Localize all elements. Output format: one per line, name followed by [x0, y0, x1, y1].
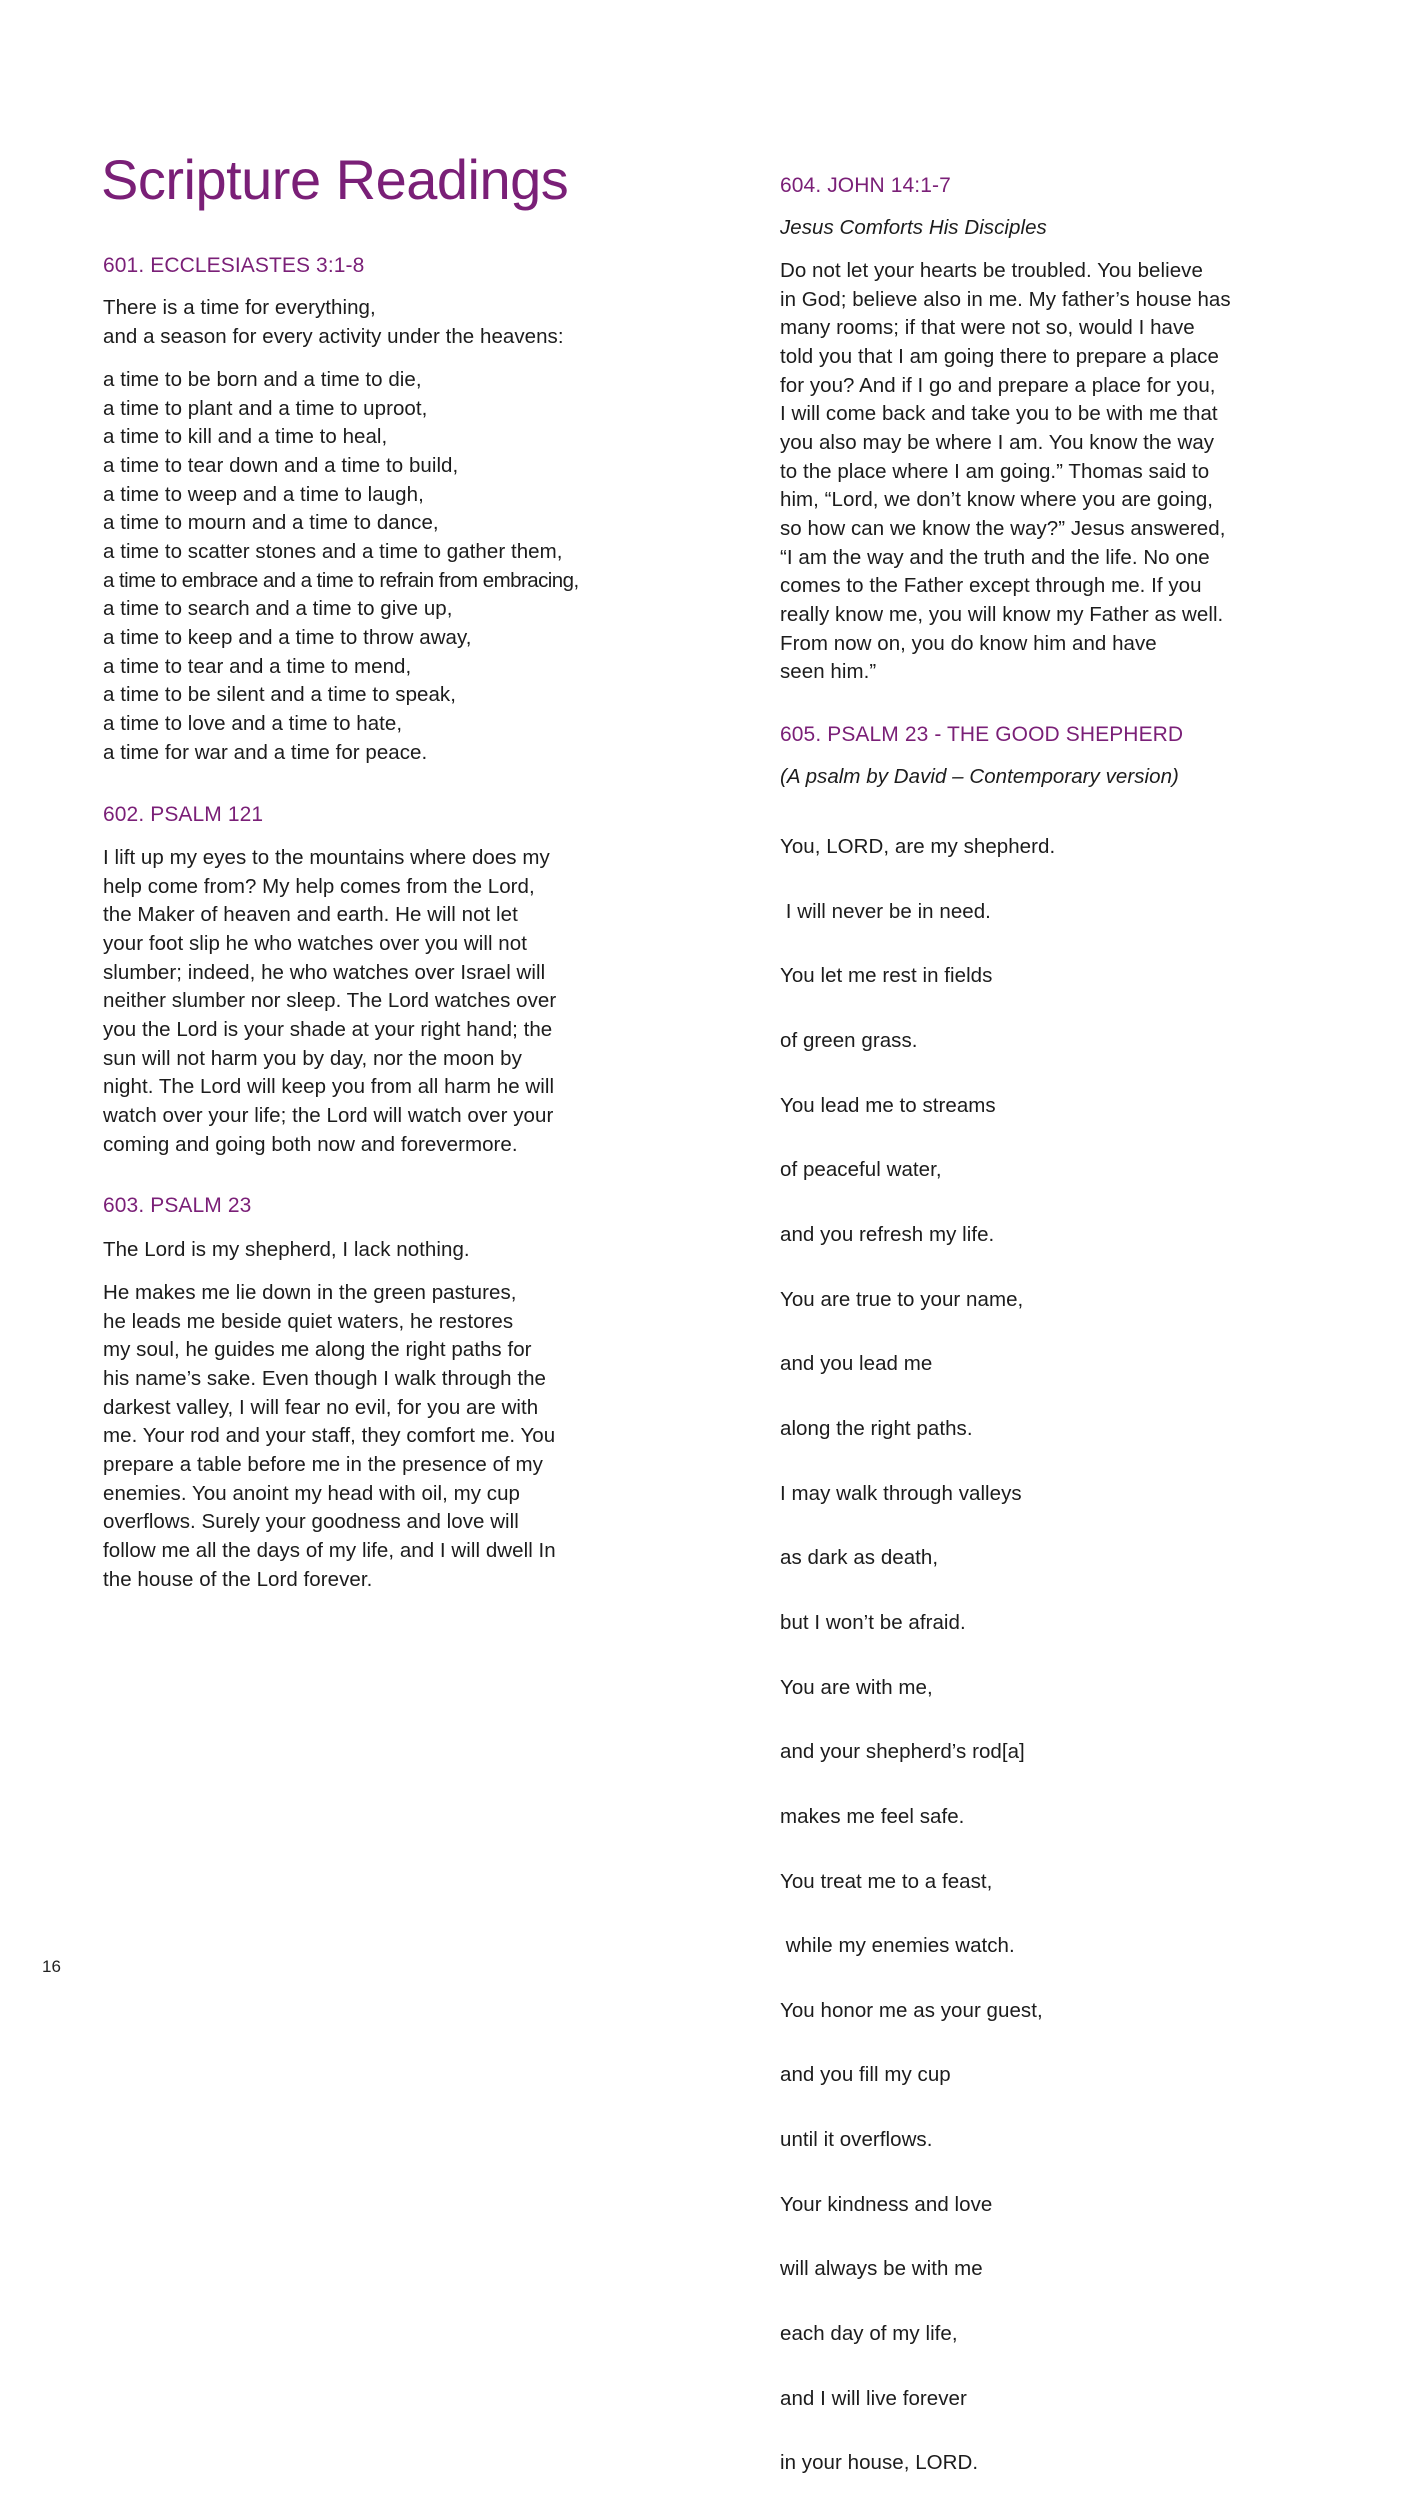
verse-line: You are with me, — [780, 1675, 933, 1699]
verse-line: he leads me beside quiet waters, he restores — [103, 1309, 514, 1333]
verse-line: watch over your life; the Lord will watch over your — [103, 1103, 554, 1127]
verse-line: From now on, you do know him and have — [780, 631, 1157, 655]
verse-line: you the Lord is your shade at your right hand; the — [103, 1017, 553, 1041]
verse-line: I may walk through valleys — [780, 1481, 1022, 1505]
verse-line: as dark as death, — [780, 1546, 939, 1570]
verse-line: and I will live forever — [780, 2386, 967, 2410]
verse-line: a time to search and a time to give up, — [103, 597, 453, 621]
verse-line: really know me, you will know my Father as well. — [780, 602, 1224, 626]
verse-line: the house of the Lord forever. — [103, 1567, 373, 1591]
verse-line: You treat me to a feast, — [780, 1869, 993, 1893]
reading-603-body — [103, 1279, 556, 1594]
verse-line: me. Your rod and your staff, they comfort me. You — [103, 1424, 556, 1448]
verse-line: while my enemies watch. — [780, 1934, 1015, 1958]
verse-line: in God; believe also in me. My father’s house has — [780, 287, 1231, 311]
verse-line: many rooms; if that were not so, would I have — [780, 316, 1195, 340]
subtitle-line: (A psalm by David – Contemporary version) — [780, 765, 1179, 788]
verse-line: a time to kill and a time to heal, — [103, 425, 388, 449]
verse-line: slumber; indeed, he who watches over Israel will — [103, 960, 546, 984]
verse-line: I will come back and take you to be with me that — [780, 402, 1218, 426]
verse-line: a time to love and a time to hate, — [103, 711, 403, 735]
verse-line: a time to mourn and a time to dance, — [103, 511, 439, 535]
reading-603-heading: 603. PSALM 23 — [103, 1194, 252, 1217]
verse-line: and you refresh my life. — [780, 1222, 995, 1246]
verse-line: sun will not harm you by day, nor the moon by — [103, 1046, 522, 1070]
verse-line: a time to tear and a time to mend, — [103, 654, 412, 678]
verse-line: comes to the Father except through me. If you — [780, 574, 1202, 598]
verse-line: a time to plant and a time to uproot, — [103, 396, 428, 420]
verse-line: told you that I am going there to prepare a place — [780, 344, 1219, 368]
verse-line: and you lead me — [780, 1352, 933, 1376]
page-title: Scripture Readings — [101, 148, 569, 211]
verse-line: enemies. You anoint my head with oil, my cup — [103, 1481, 520, 1505]
intro-line: and a season for every activity under the heavens: — [103, 324, 564, 348]
verse-line: You honor me as your guest, — [780, 1998, 1043, 2022]
reading-602-body — [103, 844, 556, 1159]
reading-601-body — [103, 366, 579, 767]
reading-605-subtitle — [780, 763, 1179, 792]
verse-line: a time to be born and a time to die, — [103, 368, 422, 391]
verse-line: seen him.” — [780, 660, 877, 684]
verse-line: neither slumber nor sleep. The Lord watches over — [103, 989, 557, 1013]
reading-601-heading: 601. ECCLESIASTES 3:1-8 — [103, 254, 365, 277]
verse-line: help come from? My help comes from the Lord, — [103, 874, 535, 898]
verse-line: You lead me to streams — [780, 1093, 996, 1117]
verse-line: in your house, LORD. — [780, 2451, 979, 2475]
verse-line: until it overflows. — [780, 2128, 933, 2152]
subtitle-line: Jesus Comforts His Disciples — [780, 216, 1047, 239]
verse-line: a time to be silent and a time to speak, — [103, 683, 456, 707]
verse-line: but I won’t be afraid. — [780, 1610, 966, 1634]
verse-line: darkest valley, I will fear no evil, for you are with — [103, 1395, 539, 1419]
reading-603-intro — [103, 1236, 470, 1265]
page-number: 16 — [42, 1957, 61, 1976]
reading-604-subtitle — [780, 214, 1047, 243]
verse-line: Your kindness and love — [780, 2192, 993, 2216]
reading-604-body — [780, 257, 1231, 687]
verse-line: makes me feel safe. — [780, 1804, 965, 1828]
verse-line: each day of my life, — [780, 2322, 958, 2346]
verse-line: a time to embrace and a time to refrain from embracing, — [103, 568, 579, 592]
verse-line: I will never be in need. — [780, 899, 991, 923]
verse-line: night. The Lord will keep you from all harm he will — [103, 1075, 555, 1099]
verse-line: a time to weep and a time to laugh, — [103, 482, 424, 506]
reading-602-heading: 602. PSALM 121 — [103, 803, 264, 826]
verse-line: him, “Lord, we don’t know where you are going, — [780, 488, 1214, 512]
verse-line: He makes me lie down in the green pastures, — [103, 1281, 517, 1304]
verse-line: You, LORD, are my shepherd. — [780, 835, 1056, 858]
verse-line: a time to tear down and a time to build, — [103, 453, 459, 477]
verse-line: Do not let your hearts be troubled. You believe — [780, 259, 1203, 282]
verse-line: of green grass. — [780, 1028, 918, 1052]
verse-line: I lift up my eyes to the mountains where does my — [103, 846, 550, 869]
verse-line: a time to scatter stones and a time to gather them, — [103, 539, 563, 563]
verse-line: “I am the way and the truth and the life. No one — [780, 545, 1210, 569]
verse-line: coming and going both now and forevermore. — [103, 1132, 518, 1156]
verse-line: a time to keep and a time to throw away, — [103, 625, 472, 649]
verse-line: You let me rest in fields — [780, 964, 993, 988]
verse-line: so how can we know the way?” Jesus answered, — [780, 516, 1226, 540]
intro-line: There is a time for everything, — [103, 296, 376, 319]
verse-line: prepare a table before me in the presence of my — [103, 1452, 543, 1476]
verse-line: the Maker of heaven and earth. He will not let — [103, 903, 518, 927]
verse-line: and you fill my cup — [780, 2063, 951, 2087]
verse-line: your foot slip he who watches over you will not — [103, 931, 527, 955]
reading-605-heading: 605. PSALM 23 - THE GOOD SHEPHERD — [780, 723, 1184, 746]
verse-line: along the right paths. — [780, 1416, 973, 1440]
verse-line: follow me all the days of my life, and I will dwell In — [103, 1538, 556, 1562]
verse-line: you also may be where I am. You know the way — [780, 430, 1215, 454]
verse-line: to the place where I am going.” Thomas said to — [780, 459, 1210, 483]
verse-line: my soul, he guides me along the right paths for — [103, 1338, 532, 1362]
verse-line: and your shepherd’s rod[a] — [780, 1740, 1025, 1764]
intro-line: The Lord is my shepherd, I lack nothing. — [103, 1238, 470, 1261]
verse-line: his name’s sake. Even though I walk through the — [103, 1366, 546, 1390]
verse-line: of peaceful water, — [780, 1158, 942, 1182]
verse-line: for you? And if I go and prepare a place for you, — [780, 373, 1216, 397]
reading-605-body — [780, 797, 1055, 2496]
reading-604-heading: 604. JOHN 14:1-7 — [780, 174, 951, 197]
verse-line: overflows. Surely your goodness and love will — [103, 1510, 519, 1534]
verse-line: a time for war and a time for peace. — [103, 740, 428, 764]
verse-line: You are true to your name, — [780, 1287, 1024, 1311]
verse-line: will always be with me — [780, 2257, 983, 2281]
reading-601-intro — [103, 294, 564, 351]
